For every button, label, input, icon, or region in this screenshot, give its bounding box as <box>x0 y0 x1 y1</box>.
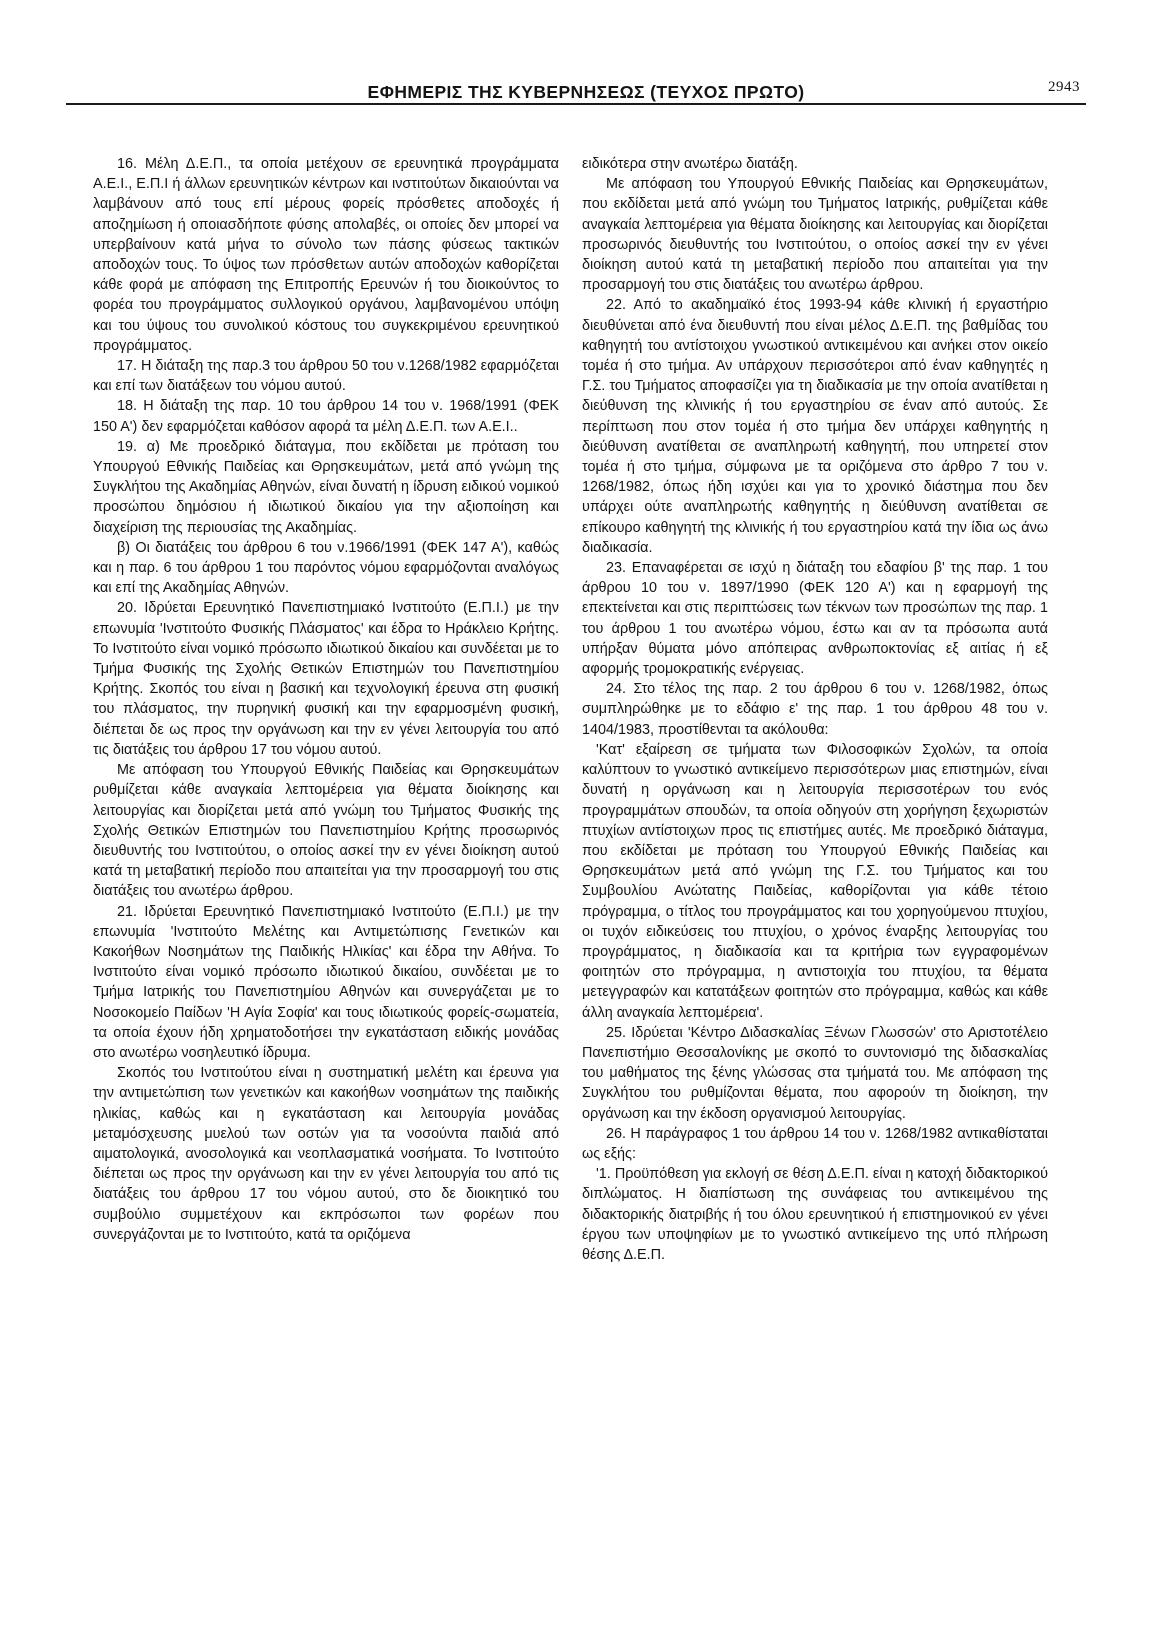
paragraph-20: 20. Ιδρύεται Ερευνητικό Πανεπιστημιακό Ινστιτούτο (Ε.Π.Ι.) με την επωνυμία 'Ινστιτούτο Φυσικής Πλάσματος' και έδρα το Ηράκλειο Κρήτης. Το Ινστιτούτο είναι νομικό πρόσωπο ιδιωτικού δικαίου και συνδέεται με το Τμήμα Φυσικής της Σχολής Θετικών Επιστημών του Πανεπιστημίου Κρήτης. Σκοπός του είναι η βασική και τεχνολογική έρευνα στη φυσική του πλάσματος, την πυρηνική φυσική και την εφαρμοσμένη φυσική, διέπεται δε ως προς την οργάνωση και την εν γένει λειτουργία του από τις διατάξεις του άρθρου 17 του νόμου αυτού. <box>93 600 559 758</box>
paragraph-24-quote: 'Κατ' εξαίρεση σε τμήματα των Φιλοσοφικών Σχολών, τα οποία καλύπτουν το γνωστικό αντικείμενο περισσότερων μιας επιστημών, είναι δυνατή η οργάνωση και η λειτουργία περισσοτέρων του ενός προγραμμάτων σπουδών, τα οποία οδηγούν στη χορήγηση ξεχωριστών πτυχίων αντίστοιχων προς τις επιστήμες αυτές. Με προεδρικό διάταγμα, που εκδίδεται με πρόταση του Υπουργού Εθνικής Παιδείας και Θρησκευμάτων μετά από γνώμη της Γ.Σ. του Τμήματος και του Συμβουλίου Ανώτατης Παιδείας, καθορίζονται για κάθε τέτοιο πρόγραμμα, ο τίτλος του προγράμματος και του χορηγούμενου πτυχίου, οι τυχόν ειδικεύσεις του πτυχίου, ο χρόνος έναρξης λειτουργίας του προγράμματος, η διαδικασία και τα κριτήρια των εγγραφομένων φοιτητών στο πρόγραμμα, η αντιστοιχία του πτυχίου, τα θέματα μετεγγραφών και κατατάξεων φοιτητών στο πρόγραμμα, καθώς και κάθε άλλη αναγκαία λεπτομέρεια'. <box>582 741 1048 1021</box>
paragraph-21-purpose: Σκοπός του Ινστιτούτου είναι η συστηματική μελέτη και έρευνα για την αντιμετώπιση των γενετικών και κακοήθων νοσημάτων της παιδικής ηλικίας, καθώς και η εγκατάσταση και λειτουργία μονάδας μεταμόσχευσης μυελού των οστών για τα νοσούντα παιδιά από αιματολογικά, ανοσολογικά και νεοπλασματικά νοσήματα. Το Ινστιτούτο διέπεται ως προς την οργάνωση και την εν γένει λειτουργία του από τις διατάξεις του άρθρου 17 του νόμου αυτού, στο δε διοικητικό του συμβούλιο συμμετέχουν και εκπρόσωποι των φορέων που συνεργάζονται με το Ινστιτούτο, κατά τα οριζόμενα <box>93 1065 559 1243</box>
paragraph-26: 26. Η παράγραφος 1 του άρθρου 14 του ν. 1268/1982 αντικαθίσταται ως εξής: <box>582 1125 1048 1162</box>
paragraph-16: 16. Μέλη Δ.Ε.Π., τα οποία μετέχουν σε ερευνητικά προγράμματα Α.Ε.Ι., Ε.Π.Ι ή άλλων ερευνητικών κέντρων και ινστιτούτων δικαιούνται να λαμβάνουν από τους επί μέρους φορείς πρόσθετες αποδοχές ή αποζημίωση ή οποιασδήποτε φύσης απολαβές, οι οποίες δεν μπορεί να υπερβαίνουν κατά μήνα το σύνολο των πάσης φύσεως τακτικών αποδοχών τους. Το ύψος των πρόσθετων αυτών αποδοχών καθορίζεται κάθε φορά με απόφαση της Επιτροπής Ερευνών ή του διοικούντος το φορέα του προγράμματος συλλογικού οργάνου, λαμβανομένου υπόψη και του ύψους του συνολικού κόστους του συγκεκριμένου ερευνητικού προγράμματος. <box>93 156 559 354</box>
right-column <box>582 154 1048 1265</box>
page-number: 2943 <box>1048 79 1080 95</box>
paragraph-22: 22. Από το ακαδημαϊκό έτος 1993-94 κάθε κλινική ή εργαστήριο διευθύνεται από ένα διευθυντή που είναι μέλος Δ.Ε.Π. της βαθμίδας του καθηγητή του αντίστοιχου γνωστικού αντικειμένου και ανήκει στον οικείο τομέα ή στο τμήμα. Αν υπάρχουν περισσότεροι από έναν καθηγητές η Γ.Σ. του Τμήματος αποφασίζει για τη διαδικασία με την οποία ανατίθεται η διεύθυνση της κλινικής ή του εργαστηρίου σε έναν από αυτούς. Σε περίπτωση που στον τομέα ή στο τμήμα δεν υπάρχει καθηγητής η διεύθυνση ανατίθεται σε αναπληρωτή καθηγητή, που υπηρετεί στον τομέα ή στο τμήμα, σύμφωνα με τα οριζόμενα στο άρθρο 7 του ν. 1268/1982, όπως ήδη ισχύει και για το χρονικό διάστημα που δεν υπάρχει ούτε αναπληρωτής καθηγητής η διεύθυνση ανατίθεται σε επίκουρο καθηγητή της κλινικής ή του εργαστηρίου κατά την ίδια ως άνω διαδικασία. <box>582 297 1048 556</box>
header-title: ΕΦΗΜΕΡΙΣ ΤΗΣ ΚΥΒΕΡΝΗΣΕΩΣ (ΤΕΥΧΟΣ ΠΡΩΤΟ) <box>367 82 805 102</box>
paragraph-26-quote: '1. Προϋπόθεση για εκλογή σε θέση Δ.Ε.Π. είναι η κατοχή διδακτορικού διπλώματος. Η διαπίστωση της συνάφειας του αντικειμένου της διδακτορικής διατριβής ή του όλου ερευνητικού ή επιστημονικού εν γένει έργου των υποψηφίων με το γνωστικό αντικείμενο της υπό πλήρωση θέσης Δ.Ε.Π. <box>582 1166 1048 1263</box>
paragraph-19a: 19. α) Με προεδρικό διάταγμα, που εκδίδεται με πρόταση του Υπουργού Εθνικής Παιδείας και Θρησκευμάτων, μετά από γνώμη της Συγκλήτου της Ακαδημίας Αθηνών, είναι δυνατή η ίδρυση ειδικού νομικού προσώπου δημόσιου ή ιδιωτικού δικαίου για την αξιοποίηση και διαχείριση της περιουσίας της Ακαδημίας. <box>93 438 559 536</box>
paragraph-21: 21. Ιδρύεται Ερευνητικό Πανεπιστημιακό Ινστιτούτο (Ε.Π.Ι.) με την επωνυμία 'Ινστιτούτο Μελέτης και Αντιμετώπισης Γενετικών και Κακοήθων Νοσημάτων της Παιδικής Ηλικίας' και έδρα την Αθήνα. Το Ινστιτούτο είναι νομικό πρόσωπο ιδιωτικού δικαίου, συνδέεται με το Τμήμα Ιατρικής του Πανεπιστημίου Αθηνών και συνεργάζεται με το Νοσοκομείο Παίδων 'Η Αγία Σοφία' και τους ιδιωτικούς φορείς-σωματεία, τα οποία έχουν ήδη χρηματοδοτήσει την εγκατάσταση ειδικής μονάδας στο ανωτέρω νοσηλευτικό ίδρυμα. <box>93 903 559 1061</box>
paragraph-21-continued: ειδικότερα στην ανωτέρω διατάξη. <box>582 156 798 172</box>
paragraph-23: 23. Επαναφέρεται σε ισχύ η διάταξη του εδαφίου β' της παρ. 1 του άρθρου 10 του ν. 1897/1990 (ΦΕΚ 120 Α') και η εφαρμογή της επεκτείνεται και στις περιπτώσεις των τέκνων των προσώπων της παρ. 1 του άρθρου 1 του ανωτέρω νόμου, έστω και αν τα πρόσωπα αυτά υπήρξαν θύματα μόνο απόπειρας ανθρωποκτονίας εξ αιτίας ή εξ αφορμής τρομοκρατικής ενέργειας. <box>582 560 1048 678</box>
paragraph-18: 18. Η διάταξη της παρ. 10 του άρθρου 14 του ν. 1968/1991 (ΦΕΚ 150 Α') δεν εφαρμόζεται καθόσον αφορά τα μέλη Δ.Ε.Π. των Α.Ε.Ι.. <box>93 398 559 435</box>
page-header <box>66 76 1086 106</box>
paragraph-17: 17. Η διάταξη της παρ.3 του άρθρου 50 του ν.1268/1982 εφαρμόζεται και επί των διατάξεων του νόμου αυτού. <box>93 358 559 395</box>
paragraph-20-decision: Με απόφαση του Υπουργού Εθνικής Παιδείας και Θρησκευμάτων ρυθμίζεται κάθε αναγκαία λεπτομέρεια για θέματα διοίκησης και λειτουργίας και διορίζεται μετά από γνώμη του Τμήματος Φυσικής της Σχολής Θετικών Επιστημών του Πανεπιστημίου Κρήτης προσωρινός διευθυντής του Ινστιτούτου, ο οποίος ασκεί την εν γένει διοίκηση αυτού κατά τη μεταβατική περίοδο που απαιτείται για την προσαρμογή του στις διατάξεις του ανωτέρω άρθρου. <box>93 762 559 900</box>
paragraph-25: 25. Ιδρύεται 'Κέντρο Διδασκαλίας Ξένων Γλωσσών' στο Αριστοτέλειο Πανεπιστήμιο Θεσσαλονίκης με σκοπό το συντονισμό της διδασκαλίας του μαθήματος της ξένης γλώσσας στα τμήματά του. Με απόφαση της Συγκλήτου του ρυθμίζονται θέματα, που αφορούν τη διοίκηση, την οργάνωση και την έκδοση οργανισμού λειτουργίας. <box>582 1024 1048 1122</box>
header-rule <box>66 103 1086 105</box>
paragraph-24: 24. Στο τέλος της παρ. 2 του άρθρου 6 του ν. 1268/1982, όπως συμπληρώθηκε με το εδάφιο ε' της παρ. 1 του άρθρου 48 του ν. 1404/1983, προστίθενται τα ακόλουθα: <box>582 681 1048 738</box>
paragraph-19b: β) Οι διατάξεις του άρθρου 6 του ν.1966/1991 (ΦΕΚ 147 Α'), καθώς και η παρ. 6 του άρθρου 1 του παρόντος νόμου εφαρμόζονται αναλόγως και επί της Ακαδημίας Αθηνών. <box>93 539 559 597</box>
paragraph-21-decision: Με απόφαση του Υπουργού Εθνικής Παιδείας και Θρησκευμάτων, που εκδίδεται μετά από γνώμη του Τμήματος Ιατρικής, ρυθμίζεται κάθε αναγκαία λεπτομέρεια για θέματα διοίκησης και λειτουργίας και διορίζεται προσωρινός διευθυντής του Ινστιτούτου, ο οποίος ασκεί την εν γένει διοίκηση αυτού κατά τη μεταβατική περίοδο που απαιτείται για την προσαρμογή του στις διατάξεις του ανωτέρω άρθρου. <box>582 176 1048 294</box>
left-column <box>93 154 559 1245</box>
